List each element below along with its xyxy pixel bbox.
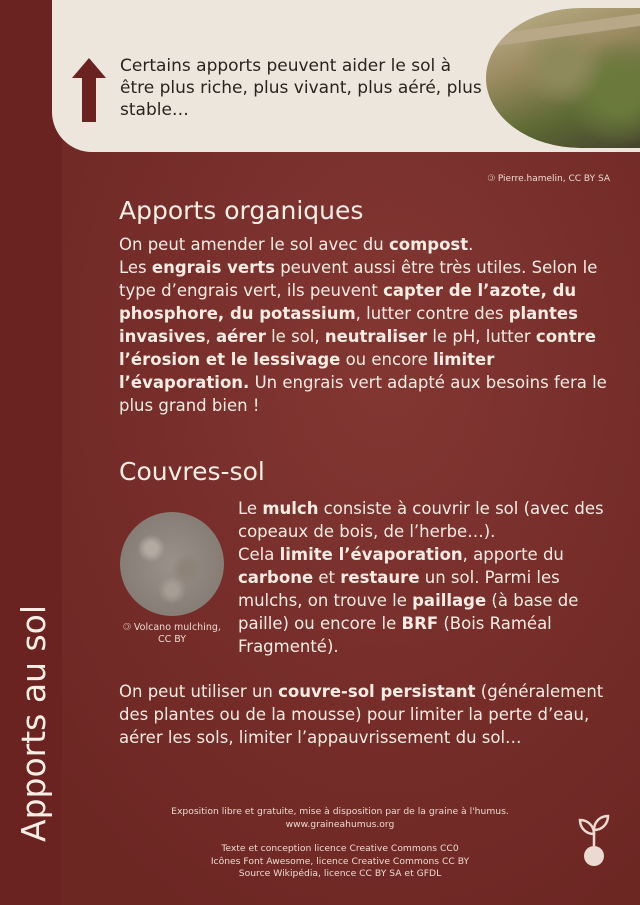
emphasis-text: paillage xyxy=(412,591,487,610)
section-title-cover: Couvres-sol xyxy=(119,457,265,486)
body-text: Le xyxy=(238,499,263,518)
emphasis-text: compost xyxy=(388,235,469,254)
emphasis-text: contre l’érosion et le lessivage xyxy=(119,327,597,369)
body-text: On peut utiliser un xyxy=(119,682,279,701)
footer-line: Source Wikipédia, licence CC BY SA et GFDL xyxy=(238,868,442,879)
vertical-title: Apports au sol xyxy=(14,604,53,842)
body-text: (Bois Raméal Fragmenté). xyxy=(238,614,552,656)
footer-line: Icônes Font Awesome, licence Creative Commons CC BY xyxy=(210,855,470,867)
emphasis-text: limite l’évaporation xyxy=(279,545,463,564)
photo-credit: 🄯 Pierre.hamelin, CC BY SA xyxy=(487,174,610,184)
body-text: le sol, xyxy=(265,327,325,346)
mulch-photo-credit: 🄯 Volcano mulching, CC BY xyxy=(123,622,221,645)
emphasis-text: plantes invasives xyxy=(119,304,578,346)
emphasis-text: couvre-sol persistant xyxy=(278,682,476,701)
footer-website-link[interactable]: www.graineahumus.org xyxy=(285,818,395,830)
footer xyxy=(130,806,550,881)
intro-text: Certains apports peuvent aider le sol à être plus riche, plus vivant, plus aéré, plus stable… xyxy=(120,56,482,120)
emphasis-text: capter de l’azote, du phosphore, du potassium xyxy=(119,281,577,323)
footer-line: Exposition libre et gratuite, mise à disposition par de la graine à l'humus. xyxy=(171,806,509,817)
body-text: Les xyxy=(119,258,152,277)
section-title-organic: Apports organiques xyxy=(119,196,364,225)
emphasis-text: engrais verts xyxy=(151,258,275,277)
body-text: peuvent aussi être très utiles. Selon le type d’engrais vert, ils peuvent xyxy=(119,258,598,300)
cover-crop-paragraph xyxy=(119,680,619,749)
body-text: , apporte du xyxy=(462,545,564,564)
body-text: (à base de paille) ou encore le xyxy=(238,591,579,633)
emphasis-text: mulch xyxy=(262,499,319,518)
footer-line: Texte et conception licence Creative Commons CC0 xyxy=(221,843,459,854)
body-text: le pH, lutter xyxy=(427,327,536,346)
body-text: et xyxy=(313,568,341,587)
body-text: Cela xyxy=(238,545,280,564)
emphasis-text: BRF xyxy=(401,614,439,633)
seedling-logo-icon xyxy=(574,812,614,870)
body-text: , xyxy=(205,327,217,346)
emphasis-text: limiter l’évaporation. xyxy=(119,350,495,392)
body-text: consiste à couvrir le sol (avec des copeaux de bois, de l’herbe…). xyxy=(238,499,604,541)
body-text: un sol. Parmi les mulchs, on trouve le xyxy=(238,568,560,610)
body-text: , lutter contre des xyxy=(355,304,509,323)
emphasis-text: restaure xyxy=(340,568,420,587)
body-text: (généralement des plantes ou de la mousse) pour limiter la perte d’eau, aérer les sols, limiter l’appauvrissement du sol… xyxy=(119,682,604,747)
emphasis-text: carbone xyxy=(238,568,314,587)
body-text: . xyxy=(468,235,474,254)
emphasis-text: aérer xyxy=(216,327,266,346)
body-text: Un engrais vert adapté aux besoins fera le plus grand bien ! xyxy=(119,373,607,415)
mulch-photo xyxy=(120,512,224,616)
body-text: ou encore xyxy=(340,350,433,369)
organic-paragraph xyxy=(119,233,615,417)
arrow-up-icon xyxy=(72,58,106,122)
body-text: On peut amender le sol avec du xyxy=(119,235,389,254)
mulch-paragraph xyxy=(238,497,618,658)
emphasis-text: neutraliser xyxy=(324,327,428,346)
